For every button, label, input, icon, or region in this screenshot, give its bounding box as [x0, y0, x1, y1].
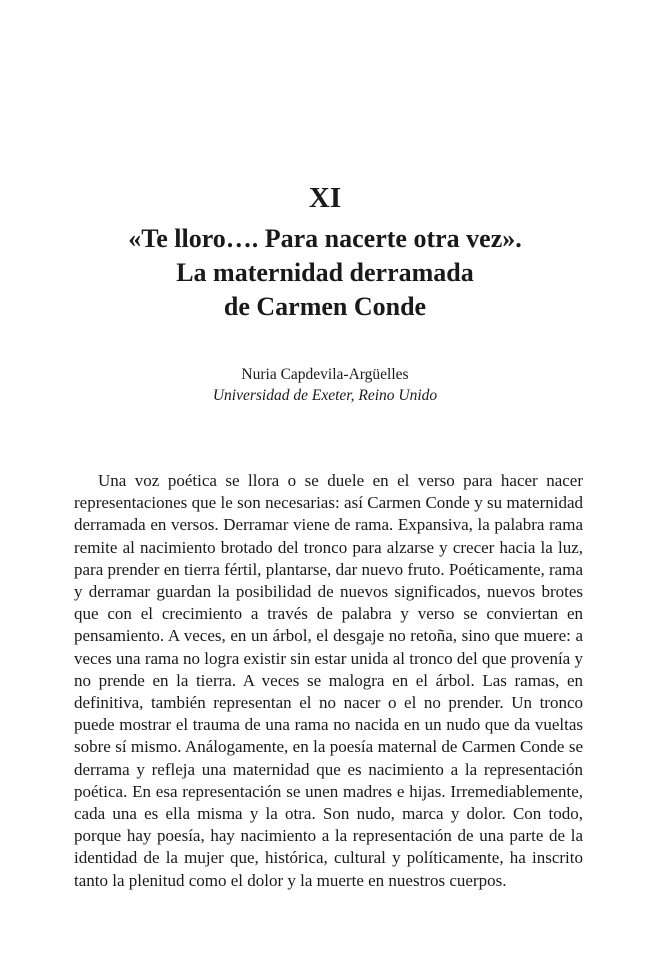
chapter-number: XI: [308, 182, 342, 214]
author-affiliation: Universidad de Exeter, Reino Unido: [212, 387, 438, 404]
chapter-title-line-3: de Carmen Conde: [223, 292, 427, 321]
chapter-heading: [0, 180, 650, 324]
body-paragraph: Una voz poética se llora o se duele en el verso para hacer nacer representaciones que le son necesarias: así Carmen Conde y su maternidad derramada en versos. Derramar viene de rama. Expansiva, la palabra rama remite al nacimiento brotado del tronco para alzarse y crecer hacia la luz, para prender en tierra fértil, plantarse, dar nuevo fruto. Poéticamente, rama y derramar guardan la posibilidad de nuevos significados, nuevos brotes que con el crecimiento a través de palabra y verso se conviertan en pensamiento. A veces, en un árbol, el desgaje no retoña, sino que muere: a veces una rama no logra existir sin estar unida al tronco del que provenía y no prende en la tierra. A veces se malogra en el árbol. Las ramas, en definitiva, también representan el no nacer o el no prender. Un tronco puede mostrar el trauma de una rama no nacida en un nudo que da vueltas sobre sí mismo. Análogamente, en la poesía maternal de Carmen Conde se derrama y refleja una maternidad que es nacimiento a la representación poética. En esa representación se unen madres e hijas. Irremediablemente, cada una es ella misma y la otra. Son nudo, marca y dolor. Con todo, porque hay poesía, hay nacimiento a la representación de una parte de la identidad de la mujer que, histórica, cultural y políticamente, ha inscrito tanto la plenitud como el dolor y la muerte en nuestros cuerpos.: [74, 471, 583, 890]
chapter-title-line-2: La maternidad derramada: [176, 258, 474, 287]
byline: [0, 364, 650, 406]
author-name: Nuria Capdevila-Argüelles: [241, 366, 409, 383]
chapter-title-line-1: «Te lloro…. Para nacerte otra vez».: [128, 224, 522, 253]
chapter-title: [0, 222, 650, 324]
